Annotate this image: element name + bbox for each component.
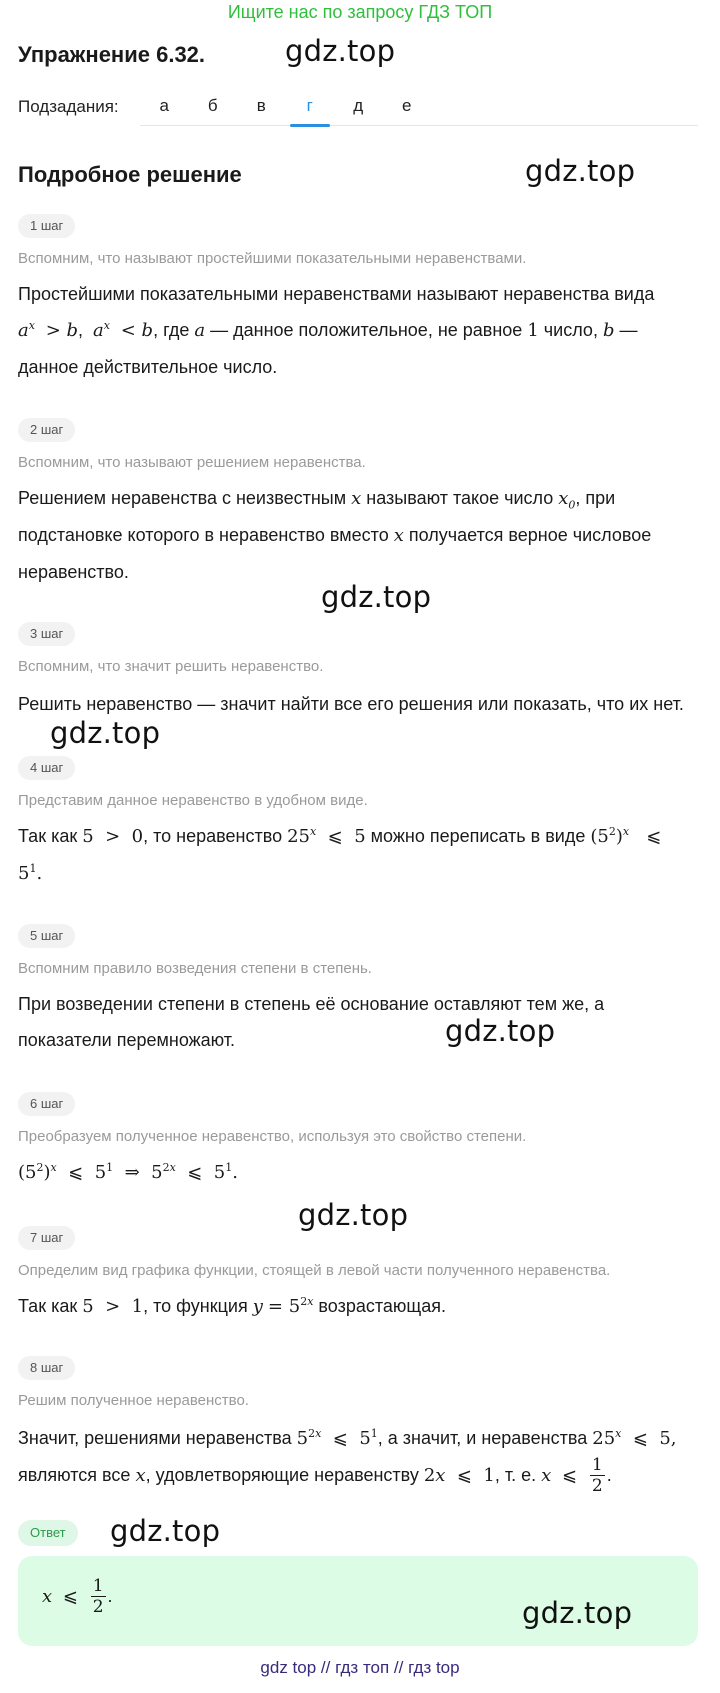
exercise-title: Упражнение 6.32.: [18, 42, 206, 67]
step-text: При возведении степени в степень её основание оставляют тем же, а показатели перемножают.: [18, 994, 605, 1050]
tab-d[interactable]: д: [353, 96, 364, 115]
step-hint: Вспомним, что называют решением неравенства.: [18, 454, 366, 471]
step-hint: Вспомним, что называют простейшими показательными неравенствами.: [18, 250, 527, 267]
step-math: $(5^2)^x$ ⩽ $5^1$ ⇒ $5^{2x}$ ⩽ $5^1$.: [18, 1161, 238, 1183]
watermark: gdz.top: [522, 1596, 633, 1630]
watermark: gdz.top: [298, 1198, 409, 1232]
step-hint: Вспомним правило возведения степени в степень.: [18, 960, 372, 977]
watermark: gdz.top: [525, 154, 636, 188]
answer-math: x ⩽ $\frac{1}{2}$ .: [42, 1576, 113, 1617]
tab-b[interactable]: б: [207, 96, 218, 115]
watermark: gdz.top: [110, 1514, 221, 1548]
tab-e[interactable]: е: [402, 96, 412, 115]
subtasks-tabs: [140, 86, 698, 126]
step-badge: 3 шаг: [18, 622, 75, 646]
step-badge: 7 шаг: [18, 1226, 75, 1250]
step-text: Простейшими показательными неравенствами называют неравенства вида $a^x > b$, $a^x < b$, где a — данное положительное, не равное 1 число, b — данное действительное число.: [18, 284, 655, 377]
step-text: Так как 5 > 0, то неравенство 25$^x$ ⩽ 5 можно переписать в виде $(5^2)^x$ ⩽ $5^1$.: [18, 825, 662, 884]
step-badge: 2 шаг: [18, 418, 75, 442]
step-text: Решением неравенства с неизвестным x называют такое число $x_0$, при подстановке которого в неравенство вместо x получается верное числовое неравенство.: [18, 488, 652, 582]
step-text: Решить неравенство — значит найти все его решения или показать, что их нет.: [18, 694, 684, 714]
watermark: gdz.top: [285, 34, 396, 68]
answer-badge: Ответ: [18, 1520, 78, 1546]
footer-links[interactable]: gdz top // гдз топ // гдз top: [260, 1658, 460, 1677]
step-hint: Преобразуем полученное неравенство, используя это свойство степени.: [18, 1128, 527, 1145]
subtasks-label: Подзадания:: [18, 97, 119, 116]
step-hint: Представим данное неравенство в удобном виде.: [18, 792, 368, 809]
tab-a[interactable]: а: [159, 96, 169, 115]
step-badge: 8 шаг: [18, 1356, 75, 1380]
watermark: gdz.top: [321, 580, 432, 614]
watermark: gdz.top: [445, 1014, 556, 1048]
step-badge: 1 шаг: [18, 214, 75, 238]
step-badge: 4 шаг: [18, 756, 75, 780]
step-badge: 6 шаг: [18, 1092, 75, 1116]
search-banner: Ищите нас по запросу ГДЗ ТОП: [227, 2, 493, 22]
tab-v[interactable]: в: [256, 96, 266, 115]
step-text: Значит, решениями неравенства $5^{2x}$ ⩽ $5^1$, а значит, и неравенства 25$^x$ ⩽ 5, являются все x, удовлетворяющие неравенству 2x ⩽ 1, т. е. x ⩽ $\frac{1}{2}$ .: [18, 1427, 677, 1497]
step-badge: 5 шаг: [18, 924, 75, 948]
watermark: gdz.top: [50, 716, 161, 750]
step-hint: Определим вид графика функции, стоящей в левой части полученного неравенства.: [18, 1262, 611, 1279]
step-hint: Решим полученное неравенство.: [18, 1392, 249, 1409]
step-text: Так как 5 > 1, то функция $y = 5^{2x}$ возрастающая.: [18, 1295, 446, 1317]
section-title: Подробное решение: [18, 162, 242, 187]
tab-g[interactable]: г: [286, 86, 335, 125]
step-hint: Вспомним, что значит решить неравенство.: [18, 658, 324, 675]
